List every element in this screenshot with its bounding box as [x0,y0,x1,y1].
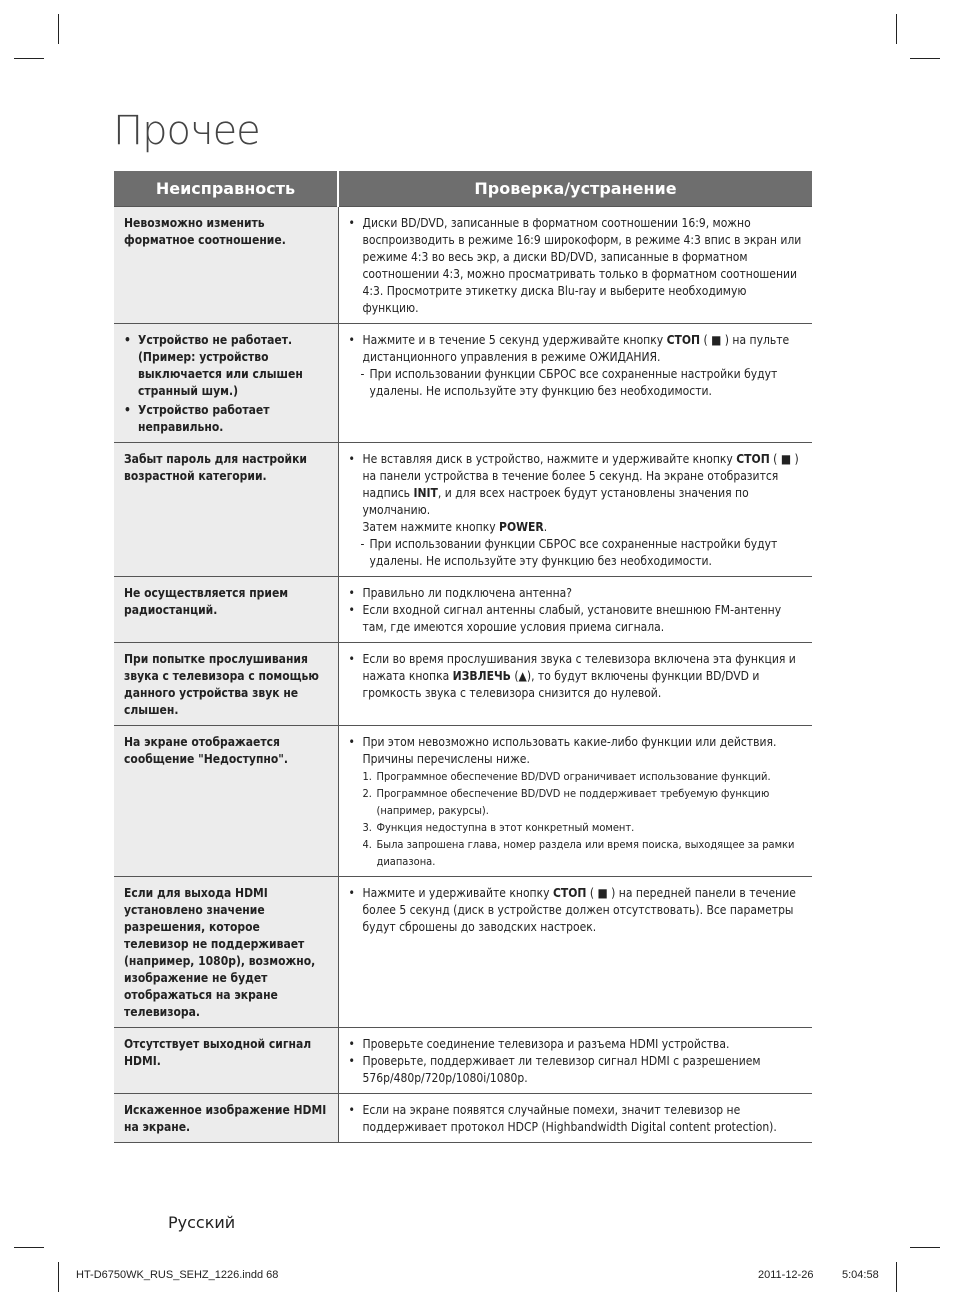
problem-text: Искаженное изображение HDMI на экране. [124,1103,327,1134]
bullet-marker: • [348,652,355,666]
bullet-marker: • [348,586,355,600]
column-header-solution: Проверка/устранение [338,171,812,207]
solution-text: Не вставляя диск в устройство, нажмите и удерживайте кнопку СТОП ( ■ ) на панели устройства в течение более 5 секунд. На экране отобразится надпись INIT, и для всех настроек будут установлены значения по умолчанию. [362,452,799,517]
problem-text: Не осуществляется прием радиостанций. [124,586,289,617]
problem-cell [114,577,338,643]
crop-mark [58,1262,59,1292]
bullet-marker: • [348,886,355,900]
solution-text: При этом невозможно использовать какие-либо функции или действия. Причины перечислены ниже. [362,735,777,766]
solution-bullet [349,1036,803,1053]
crop-mark [58,14,59,44]
problem-text: Невозможно изменить форматное соотношение. [124,216,286,247]
item-text: Функция недоступна в этот конкретный момент. [376,821,635,834]
table-row [114,443,812,577]
button-name: INIT [413,486,438,500]
item-text: Программное обеспечение BD/DVD не поддерживает требуемую функцию (например, ракурсы). [376,787,770,817]
solution-bullet [349,585,803,602]
bullet-marker: • [348,216,355,230]
crop-mark [896,14,897,44]
item-number: 4. [362,838,372,851]
button-name: СТОП [666,333,701,347]
solution-cell [338,643,812,726]
bullet-marker: • [348,735,355,749]
problem-cell [114,207,338,324]
problem-bullet-text: Устройство не работает. (Пример: устройство выключается или слышен странный шум.) [138,333,303,398]
bullet-marker: • [348,1037,355,1051]
crop-mark [14,1247,44,1248]
solution-bullet [349,215,803,317]
item-text: Программное обеспечение BD/DVD ограничивает использование функций. [376,770,771,783]
solution-plain [349,519,803,536]
table-row [114,726,812,877]
solution-bullet [349,332,803,366]
problem-bullet [124,402,328,436]
solution-text: Правильно ли подключена антенна? [362,586,573,600]
solution-bullet [349,734,803,768]
solution-cell [338,1028,812,1094]
button-name: СТОП [736,452,770,466]
solution-text: Нажмите и удерживайте кнопку СТОП ( ■ ) на передней панели в течение более 5 секунд (диск в устройстве должен отсутствовать). Все параметры будут сброшены до заводских настроек. [362,886,796,934]
item-number: 2. [362,787,372,800]
numbered-item [349,768,803,785]
bullet-marker: • [124,333,131,347]
crop-mark [14,58,44,59]
item-text: Была запрошена глава, номер раздела или время поиска, выходящее за рамки диапазона. [376,838,795,868]
note-marker: - [360,367,365,381]
numbered-item [349,785,803,819]
solution-text: Затем нажмите кнопку POWER. [362,520,548,534]
problem-cell [114,1094,338,1143]
slug-file: HT-D6750WK_RUS_SEHZ_1226.indd 68 [76,1269,279,1281]
bullet-marker: • [348,1054,355,1068]
solution-text: Нажмите и в течение 5 секунд удерживайте кнопку СТОП ( ■ ) на пульте дистанционного управления в режиме ОЖИДАНИЯ. [362,333,790,364]
numbered-item [349,836,803,870]
problem-text: При попытке прослушивания звука с телевизора с помощью данного устройства звук не слышен. [124,652,319,717]
problem-cell [114,643,338,726]
solution-text: Если входной сигнал антенны слабый, установите внешнюю FM-антенну там, где имеются хорошие условия приема сигнала. [362,603,782,634]
slug-date: 2011-12-26 [758,1269,814,1281]
problem-text: Забыт пароль для настройки возрастной категории. [124,452,307,483]
button-name: ИЗВЛЕЧЬ [452,669,511,683]
table-row [114,207,812,324]
slug-time: 5:04:58 [842,1269,879,1281]
table-row [114,324,812,443]
table-row [114,643,812,726]
crop-mark [896,1262,897,1292]
solution-text: Диски BD/DVD, записанные в форматном соотношении 16:9, можно воспроизводить в режиме 16:9 широкоформ, в режиме 4:3 впис в экран или режиме 4:3 во весь экр, а диски BD/DVD, записанные в форматном соотношении 4:3, можно просматривать только в форматном соотношении 4:3. Просмотрите этикетку диска Blu-ray и выберите необходимую функцию. [362,216,802,315]
solution-text: Если во время прослушивания звука с телевизора включена эта функция и нажата кнопка ИЗВЛЕЧЬ (▲), то будут включены функции BD/DVD и громкость звука с телевизора снизится до нулевой. [362,652,796,700]
note-text: При использовании функции СБРОС все сохраненные настройки будут удалены. Не используйте эту функцию без необходимости. [369,367,778,398]
page-language: Русский [168,1213,236,1232]
note-text: При использовании функции СБРОС все сохраненные настройки будут удалены. Не используйте эту функцию без необходимости. [369,537,778,568]
crop-mark [910,58,940,59]
page-title: Прочее [113,108,260,154]
numbered-item [349,819,803,836]
problem-text: Если для выхода HDMI установлено значение разрешения, которое телевизор не поддерживает (например, 1080p), возможно, изображение не будет отображаться на экране телевизора. [124,886,316,1019]
bullet-marker: • [348,333,355,347]
solution-note [349,536,803,570]
solution-bullet [349,885,803,936]
troubleshooting-table [114,171,812,1143]
solution-text: Если на экране появятся случайные помехи, значит телевизор не поддерживает протокол HDCP (Highbandwidth Digital content protection). [362,1103,777,1134]
table-row [114,1028,812,1094]
button-name: СТОП [552,886,587,900]
solution-bullet [349,451,803,519]
solution-cell [338,1094,812,1143]
bullet-marker: • [348,1103,355,1117]
solution-cell [338,877,812,1028]
solution-bullet [349,602,803,636]
button-name: POWER [499,520,544,534]
problem-cell [114,726,338,877]
table-row [114,877,812,1028]
item-number: 3. [362,821,372,834]
table-row [114,577,812,643]
solution-cell [338,726,812,877]
problem-bullet [124,332,328,400]
solution-cell [338,577,812,643]
bullet-marker: • [124,403,131,417]
table-row [114,1094,812,1143]
problem-bullet-text: Устройство работает неправильно. [138,403,270,434]
problem-cell [114,1028,338,1094]
solution-cell [338,443,812,577]
item-number: 1. [362,770,372,783]
crop-mark [910,1247,940,1248]
problem-cell [114,324,338,443]
solution-cell [338,324,812,443]
problem-cell [114,877,338,1028]
solution-bullet [349,1102,803,1136]
solution-text: Проверьте, поддерживает ли телевизор сигнал HDMI с разрешением 576p/480p/720p/1080i/1080p. [362,1054,761,1085]
bullet-marker: • [348,603,355,617]
solution-note [349,366,803,400]
solution-bullet [349,1053,803,1087]
solution-bullet [349,651,803,702]
solution-text: Проверьте соединение телевизора и разъема HDMI устройства. [362,1037,730,1051]
note-marker: - [360,537,365,551]
problem-text: Отсутствует выходной сигнал HDMI. [124,1037,312,1068]
bullet-marker: • [348,452,355,466]
solution-cell [338,207,812,324]
problem-text: На экране отображается сообщение "Недоступно". [124,735,289,766]
column-header-problem: Неисправность [114,171,338,207]
problem-cell [114,443,338,577]
